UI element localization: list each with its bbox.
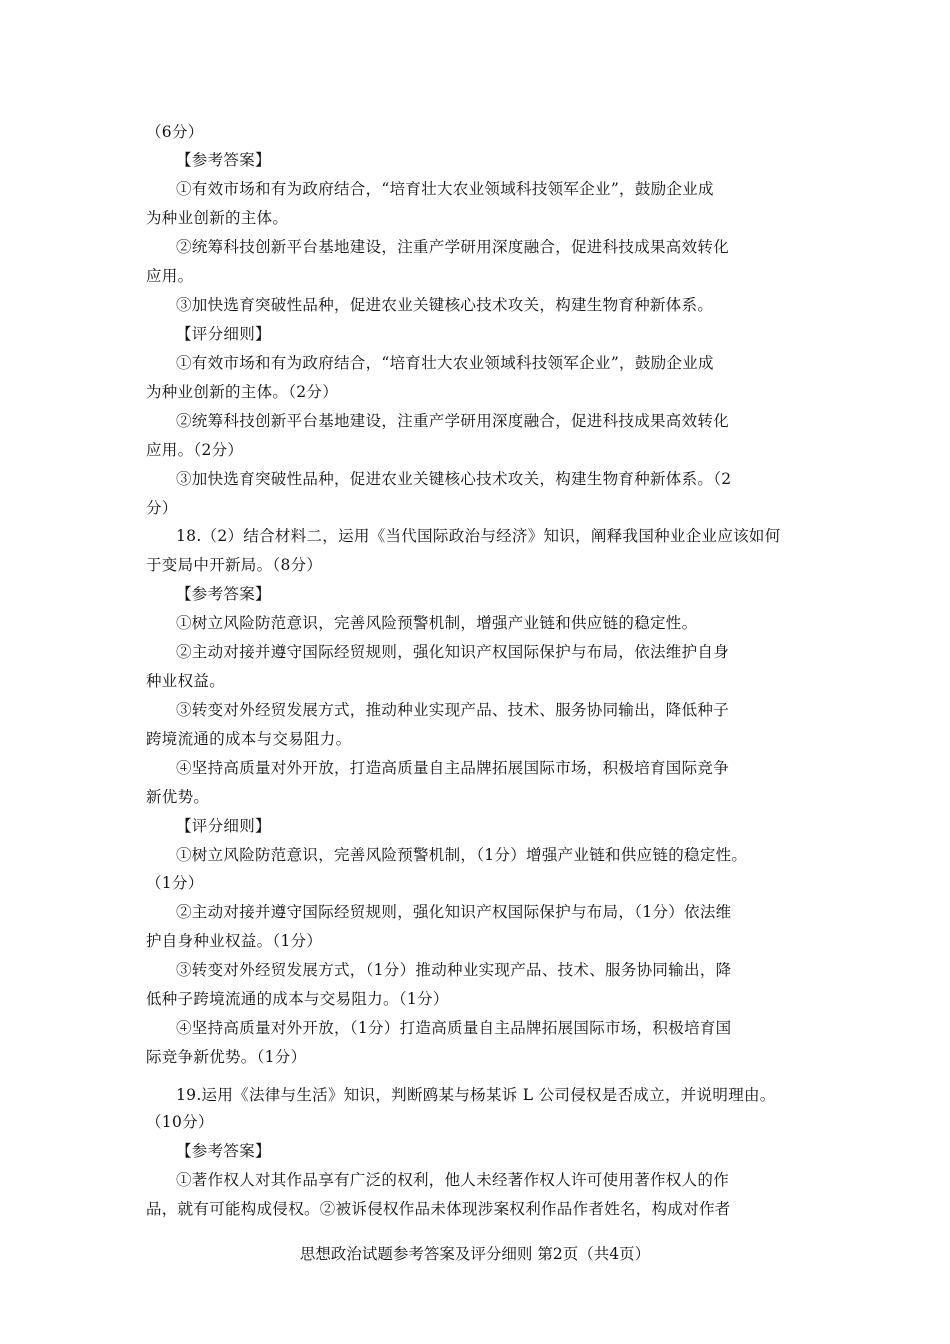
- text-line: ①有效市场和有为政府结合，“培育壮大农业领域科技领军企业”，鼓励企业成: [176, 180, 714, 198]
- text-line: （6分）: [146, 123, 204, 141]
- section-heading: 【参考答案】: [176, 1142, 271, 1160]
- question-text: 于变局中开新局。（8分）: [146, 556, 323, 574]
- text-line: ③转变对外经贸发展方式，推动种业实现产品、技术、服务协同输出，降低种子: [176, 701, 730, 719]
- section-heading: 【参考答案】: [176, 151, 271, 169]
- text-line: 品，就有可能构成侵权。②被诉侵权作品未体现涉案权利作品作者姓名，构成对作者: [146, 1200, 731, 1218]
- text-line: ④坚持高质量对外开放，（1分）打造高质量自主品牌拓展国际市场，积极培育国: [176, 1019, 732, 1037]
- text-line: 际竞争新优势。（1分）: [146, 1048, 307, 1066]
- page-footer: 思想政治试题参考答案及评分细则 第2页（共4页）: [299, 1245, 651, 1263]
- section-heading: 【评分细则】: [176, 817, 271, 835]
- text-line: ②主动对接并遵守国际经贸规则，强化知识产权国际保护与布局，（1分）依法维: [176, 903, 732, 921]
- text-line: 低种子跨境流通的成本与交易阻力。（1分）: [146, 990, 449, 1008]
- text-line: ③转变对外经贸发展方式，（1分）推动种业实现产品、技术、服务协同输出，降: [176, 961, 732, 979]
- text-line: 应用。: [146, 267, 194, 285]
- text-line: ②统筹科技创新平台基地建设，注重产学研用深度融合，促进科技成果高效转化: [176, 238, 730, 256]
- text-line: ④坚持高质量对外开放，打造高质量自主品牌拓展国际市场，积极培育国际竞争: [176, 759, 730, 777]
- text-line: 新优势。: [146, 788, 210, 806]
- text-line: ③加快选育突破性品种，促进农业关键核心技术攻关，构建生物育种新体系。: [176, 296, 714, 314]
- question-text: 19.运用《法律与生活》知识，判断鸥某与杨某诉 L 公司侵权是否成立，并说明理由。: [176, 1086, 776, 1104]
- text-line: ③加快选育突破性品种，促进农业关键核心技术攻关，构建生物育种新体系。（2: [176, 470, 732, 488]
- text-line: 护自身种业权益。（1分）: [146, 932, 323, 950]
- text-line: ①树立风险防范意识，完善风险预警机制，（1分）增强产业链和供应链的稳定性。: [176, 846, 748, 864]
- text-line: ①著作权人对其作品享有广泛的权利，他人未经著作权人许可使用著作权人的作: [176, 1171, 730, 1189]
- section-heading: 【评分细则】: [176, 325, 271, 343]
- text-line: 应用。（2分）: [146, 441, 244, 459]
- text-line: 分）: [146, 499, 178, 517]
- section-heading: 【参考答案】: [176, 585, 271, 603]
- question-text: 18.（2）结合材料二，运用《当代国际政治与经济》知识，阐释我国种业企业应该如何: [176, 527, 781, 545]
- text-line: ①树立风险防范意识，完善风险预警机制，增强产业链和供应链的稳定性。: [176, 614, 698, 632]
- text-line: ①有效市场和有为政府结合，“培育壮大农业领域科技领军企业”，鼓励企业成: [176, 354, 714, 372]
- text-line: 种业权益。: [146, 672, 226, 690]
- text-line: ②主动对接并遵守国际经贸规则，强化知识产权国际保护与布局，依法维护自身: [176, 643, 730, 661]
- question-text: （10分）: [146, 1113, 214, 1131]
- text-line: ②统筹科技创新平台基地建设，注重产学研用深度融合，促进科技成果高效转化: [176, 412, 730, 430]
- text-line: 为种业创新的主体。（2分）: [146, 383, 339, 401]
- text-line: （1分）: [146, 874, 204, 892]
- text-line: 跨境流通的成本与交易阻力。: [146, 730, 352, 748]
- text-line: 为种业创新的主体。: [146, 209, 289, 227]
